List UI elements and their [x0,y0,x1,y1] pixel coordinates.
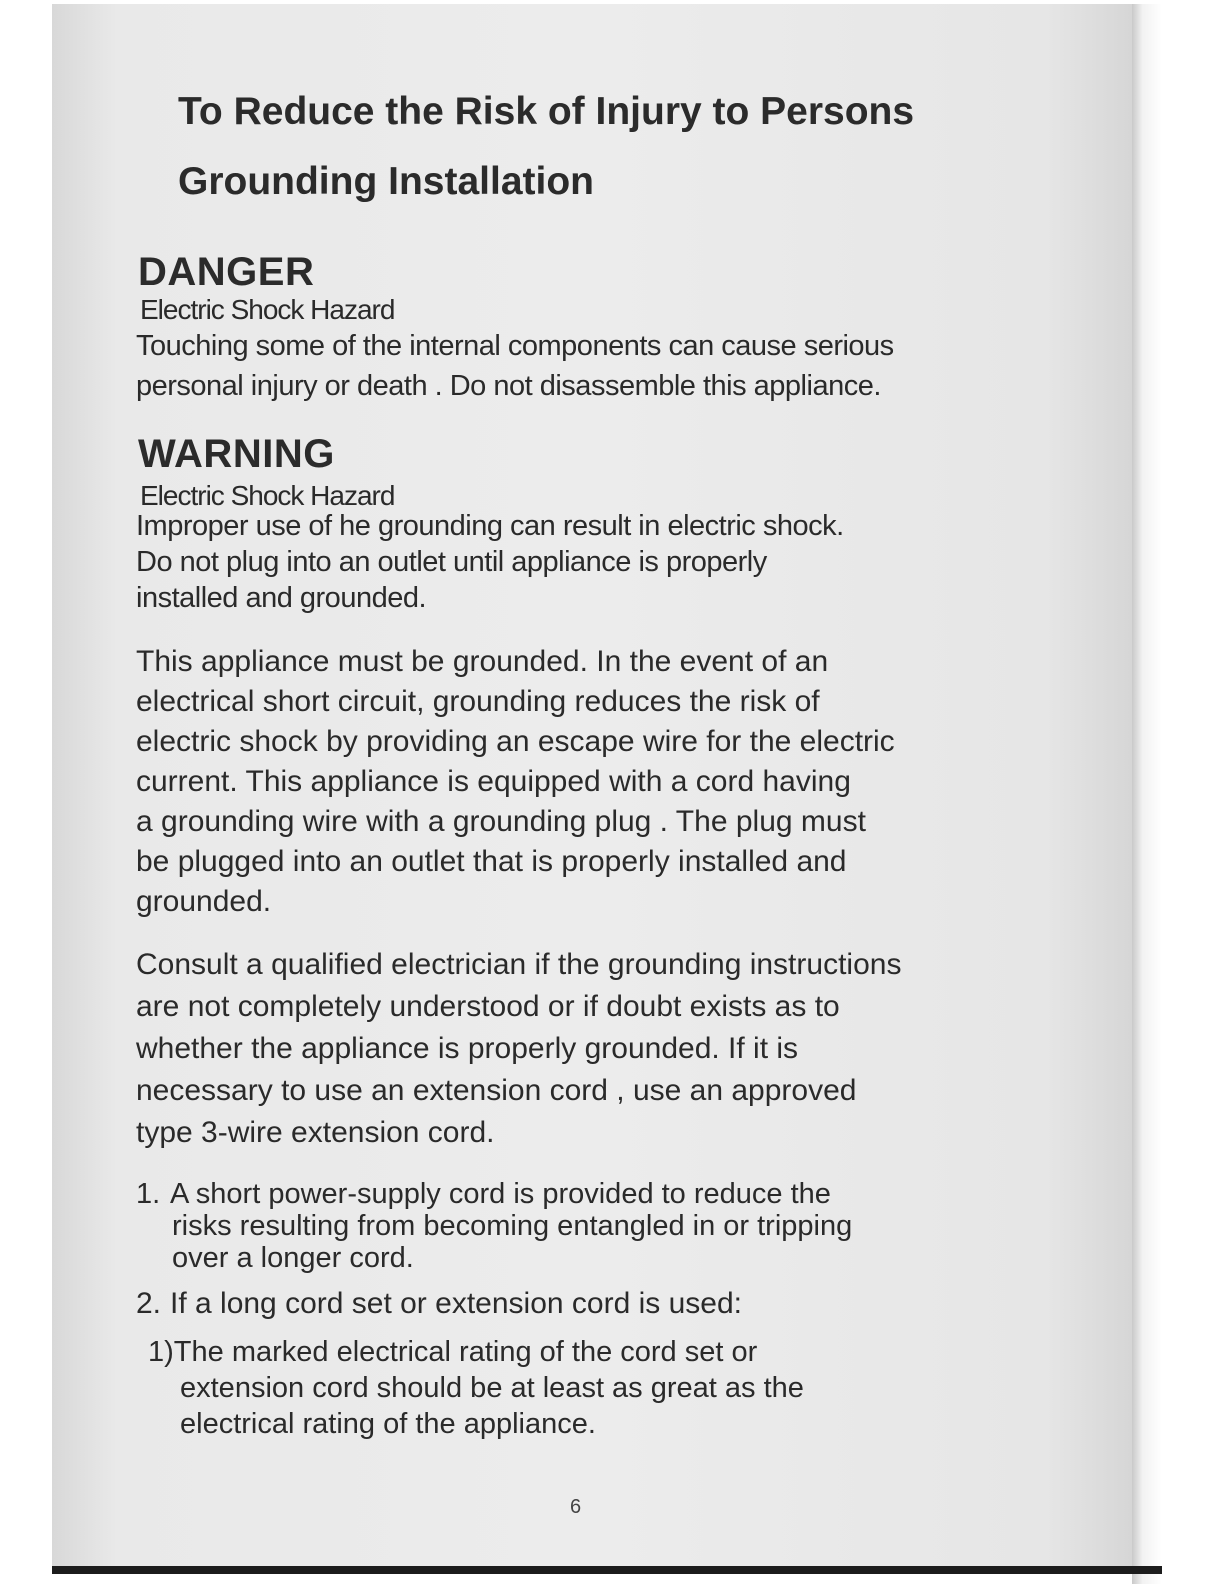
warning-line: installed and grounded. [136,582,427,614]
danger-subheading: Electric Shock Hazard [140,294,395,325]
warning-line: Improper use of he grounding can result in electric shock. [136,510,844,542]
paragraph-line: whether the appliance is properly grounded. If it is [136,1032,799,1065]
paragraph-line: current. This appliance is equipped with a cord having [136,765,851,798]
paragraph-line: Consult a qualified electrician if the grounding instructions [136,948,902,981]
page-number: 6 [570,1496,582,1518]
title-risk-of-injury: To Reduce the Risk of Injury to Persons [178,90,915,133]
paragraph-line: a grounding wire with a grounding plug . The plug must [136,805,866,838]
paragraph-line: electrical short circuit, grounding reduces the risk of [136,685,820,718]
page-bottom-shadow [52,1566,1162,1574]
paragraph-line: grounded. [136,885,272,918]
book-spine [1132,4,1162,1584]
paragraph-line: type 3-wire extension cord. [136,1116,495,1149]
warning-text [136,508,844,616]
list-number: 1. [136,1178,161,1210]
list-text: electrical rating of the appliance. [180,1408,596,1440]
paragraph-line: electric shock by providing an escape wire for the electric [136,725,895,758]
grounding-paragraph [136,642,895,922]
list-item-2 [136,1284,742,1324]
warning-heading: WARNING [138,432,335,476]
list-text: A short power-supply cord is provided to reduce the [170,1178,831,1210]
electrician-paragraph [136,944,901,1154]
paragraph-line: be plugged into an outlet that is properly installed and [136,845,847,878]
paragraph-line: This appliance must be grounded. In the event of an [136,645,829,678]
warning-line: Do not plug into an outlet until appliance is properly [136,546,767,578]
danger-line: Touching some of the internal components can cause serious [136,330,894,362]
list-text: risks resulting from becoming entangled in or tripping [172,1210,853,1242]
paragraph-line: are not completely understood or if doubt exists as to [136,990,840,1023]
sub-list-item-1 [148,1334,804,1442]
list-number: 2. [136,1287,162,1320]
list-text: extension cord should be at least as great as the [180,1372,804,1404]
danger-line: personal injury or death . Do not disassemble this appliance. [136,370,881,402]
danger-heading: DANGER [138,250,315,294]
list-text: If a long cord set or extension cord is used: [170,1287,742,1320]
list-text: 1)The marked electrical rating of the cord set or [148,1336,758,1368]
list-text: over a longer cord. [172,1242,414,1274]
paragraph-line: necessary to use an extension cord , use an approved [136,1074,857,1107]
warning-subheading: Electric Shock Hazard [140,480,395,511]
list-item-1 [136,1178,852,1274]
title-grounding-installation: Grounding Installation [178,160,594,203]
danger-text [136,326,894,406]
bleed-through-decoration [944,1330,956,1388]
